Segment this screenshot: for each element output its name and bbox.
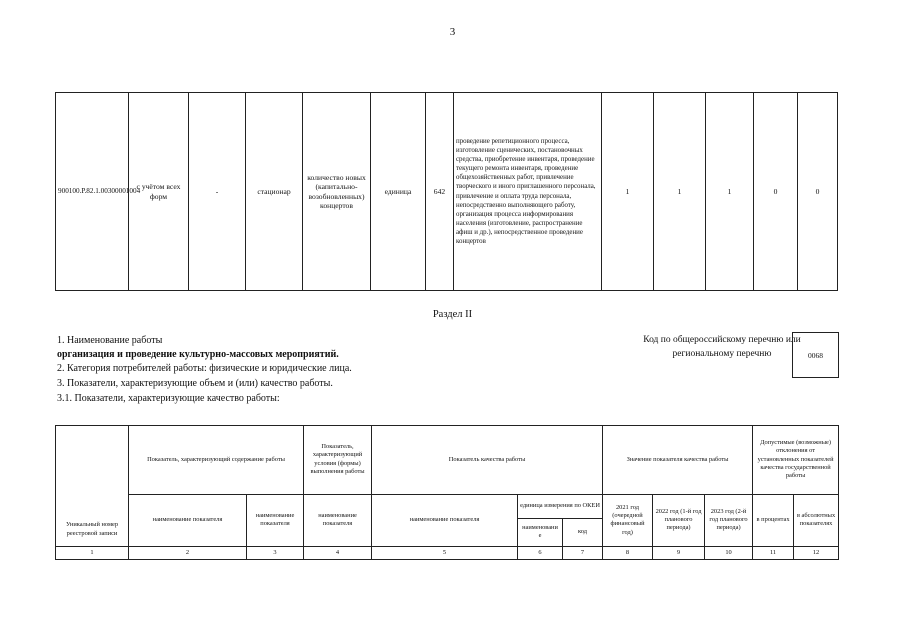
header-year-2021: 2021 год (очередной финансовый год) — [603, 494, 653, 546]
header-condition: Показатель, характеризующий условия (формы) выполнения работы — [304, 426, 372, 495]
header-year-2022: 2022 год (1-й год планового периода) — [653, 494, 705, 546]
section-title: Раздел II — [432, 309, 473, 320]
header-quality: Показатель качества работы — [372, 426, 603, 495]
unit-cell: единица — [371, 93, 426, 291]
code-label: Код по общероссийскому перечню или региональному перечню — [643, 335, 801, 359]
column-number: 6 — [518, 546, 563, 559]
column-number: 11 — [753, 546, 794, 559]
header-deviation: Допустимые (возможные) отклонения от установленных показателей качества государственной работы — [753, 426, 839, 495]
page-number: 3 — [449, 26, 456, 38]
table-row — [56, 93, 838, 291]
column-number: 3 — [247, 546, 304, 559]
work-name: организация и проведение культурно-массовых мероприятий. — [57, 349, 339, 360]
header-name-indicator: наименование показателя — [304, 494, 372, 546]
header-content: Показатель, характеризующий содержание работы — [129, 426, 304, 495]
column-number: 12 — [794, 546, 839, 559]
value-cell: 0 — [798, 93, 838, 291]
column-number: 7 — [563, 546, 603, 559]
header-okei: единица измерения по ОКЕИ — [518, 494, 603, 518]
header-registry: Уникальный номер реестровой записи — [56, 426, 129, 547]
column-number-row — [56, 546, 839, 559]
column-number: 10 — [705, 546, 753, 559]
description-cell: проведение репетиционного процесса, изготовление сценических, постановочных средства, приобретение инвентаря, проведение текущего ремонта инвентаря, проведение общехозяйственных работ, привлечение творческого и иного приглашенного персонала, привлечение и оплата труда персонала, непосредственно выполняющего работу, организация процесса информирования населения (изготовление, распространение афиш и др.), непосредственное проведение концертов — [454, 93, 602, 291]
value-cell: 1 — [654, 93, 706, 291]
content-cell: с учётом всех форм — [129, 93, 189, 291]
header-absolute: в абсолютных показателях — [794, 494, 839, 546]
quality-indicators-heading: 3.1. Показатели, характеризующие качество работы: — [57, 393, 280, 404]
column-number: 9 — [653, 546, 705, 559]
header-okei-code: код — [563, 518, 603, 546]
column-number: 2 — [129, 546, 247, 559]
work-volume-table — [55, 92, 838, 291]
consumer-category: 2. Категория потребителей работы: физические и юридические лица. — [57, 363, 352, 374]
content-cell: - — [189, 93, 246, 291]
quality-indicators-table — [55, 425, 839, 560]
indicators-heading: 3. Показатели, характеризующие объем и (или) качество работы. — [57, 378, 333, 389]
indicator-cell: количество новых (капитально-возобновленных) концертов — [303, 93, 371, 291]
header-okei-name: наименовани е — [518, 518, 563, 546]
header-values: Значение показателя качества работы — [603, 426, 753, 495]
header-year-2023: 2023 год (2-й год планового периода) — [705, 494, 753, 546]
value-cell: 1 — [602, 93, 654, 291]
table-header-row — [56, 494, 839, 518]
header-percent: в процентах — [753, 494, 794, 546]
value-cell: 0 — [754, 93, 798, 291]
column-number: 8 — [603, 546, 653, 559]
okei-code-cell: 642 — [426, 93, 454, 291]
table-header-row — [56, 426, 839, 495]
column-number: 1 — [56, 546, 129, 559]
column-number: 4 — [304, 546, 372, 559]
column-number: 5 — [372, 546, 518, 559]
header-name-indicator: наименование показателя — [372, 494, 518, 546]
condition-cell: стационар — [246, 93, 303, 291]
header-name-indicator: наименование показателя — [129, 494, 247, 546]
work-name-label: 1. Наименование работы — [57, 335, 163, 346]
registry-number-cell: 900100.Р.82.1.00300001004 — [56, 93, 129, 291]
value-cell: 1 — [706, 93, 754, 291]
code-value-box: 0068 — [792, 332, 839, 378]
header-name-indicator: наименование показателя — [247, 494, 304, 546]
